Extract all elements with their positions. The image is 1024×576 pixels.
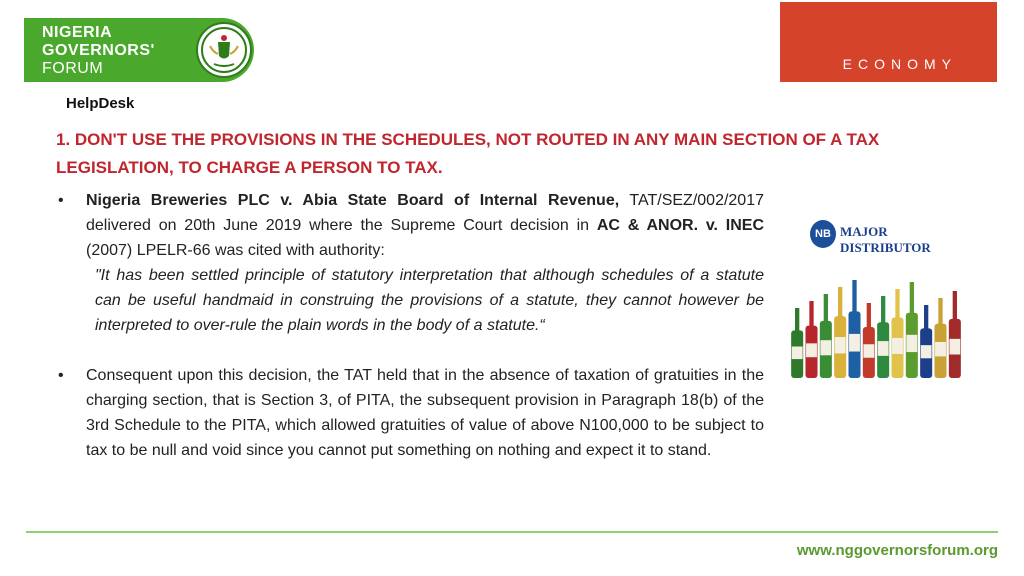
cited-tail: (2007) LPELR-66 was cited with authority: — [86, 242, 385, 259]
logo-line-3: FORUM — [42, 60, 104, 77]
section-heading: 1. DON'T USE THE PROVISIONS IN THE SCHEDULES, NOT ROUTED IN ANY MAIN SECTION OF A TAX LEGISLATION, TO CHARGE A PERSON TO TAX. — [56, 130, 880, 177]
footer-website: www.nggovernorsforum.org — [796, 542, 998, 559]
bottle — [920, 305, 932, 378]
bottle — [863, 303, 875, 378]
cited-case: AC & ANOR. v. INEC — [596, 217, 764, 234]
bullet-icon: • — [58, 367, 64, 384]
bottle — [934, 298, 946, 378]
bottle — [877, 296, 889, 378]
bullet-text: Consequent upon this decision, the TAT held that in the absence of taxation of gratuities in the charging section, that is Section 3, of PITA, the subsequent provision in Paragraph 18(b) of the 3rd Schedule to the PITA, which allowed gratuities of value of above N100,000 to be subject to tax to be null and void since you cannot put something on nothing and expect it to stand. — [86, 367, 764, 459]
economy-label: ECONOMY — [842, 56, 957, 72]
bottle — [820, 294, 832, 378]
footer-divider — [26, 531, 998, 533]
logo-bar — [24, 18, 38, 82]
helpdesk-label: HelpDesk — [66, 95, 135, 112]
spacer — [56, 338, 764, 363]
nb-badge-icon: NB — [810, 220, 836, 248]
case-reference: TAT/SEZ/002/2017 delivered on 20th June 2019 where the Supreme Court decision in — [86, 192, 765, 234]
bullet-icon: • — [58, 192, 64, 209]
distributor-label: MAJOR DISTRIBUTOR — [840, 224, 931, 255]
bottle — [791, 308, 803, 378]
bottle — [906, 282, 918, 378]
coat-of-arms-icon — [196, 22, 252, 78]
bottle — [891, 289, 903, 378]
logo-line-2: GOVERNORS' — [42, 42, 155, 59]
bullet-item-1 — [56, 188, 764, 338]
bottle — [949, 291, 961, 378]
case-name: Nigeria Breweries PLC v. Abia State Board of Internal Revenue, — [86, 192, 620, 209]
bottle — [848, 280, 860, 378]
logo-line-1: NIGERIA — [42, 24, 113, 41]
product-header — [810, 220, 958, 255]
economy-banner — [780, 2, 997, 82]
court-quote: "It has been settled principle of statutory interpretation that although schedules of a statute can be useful handmaid in construing the provisions of a statute, they cannot however be interpreted to over-rule the plain words in the body of a statute.“ — [95, 267, 764, 334]
bottles-illustration — [790, 254, 962, 378]
ngf-logo — [24, 18, 268, 82]
bullet-item-2 — [56, 363, 764, 463]
content-body — [56, 188, 764, 463]
bottle — [805, 301, 817, 378]
logo-text — [42, 24, 155, 78]
bottle — [834, 287, 846, 378]
major-distributor-image — [790, 214, 962, 378]
